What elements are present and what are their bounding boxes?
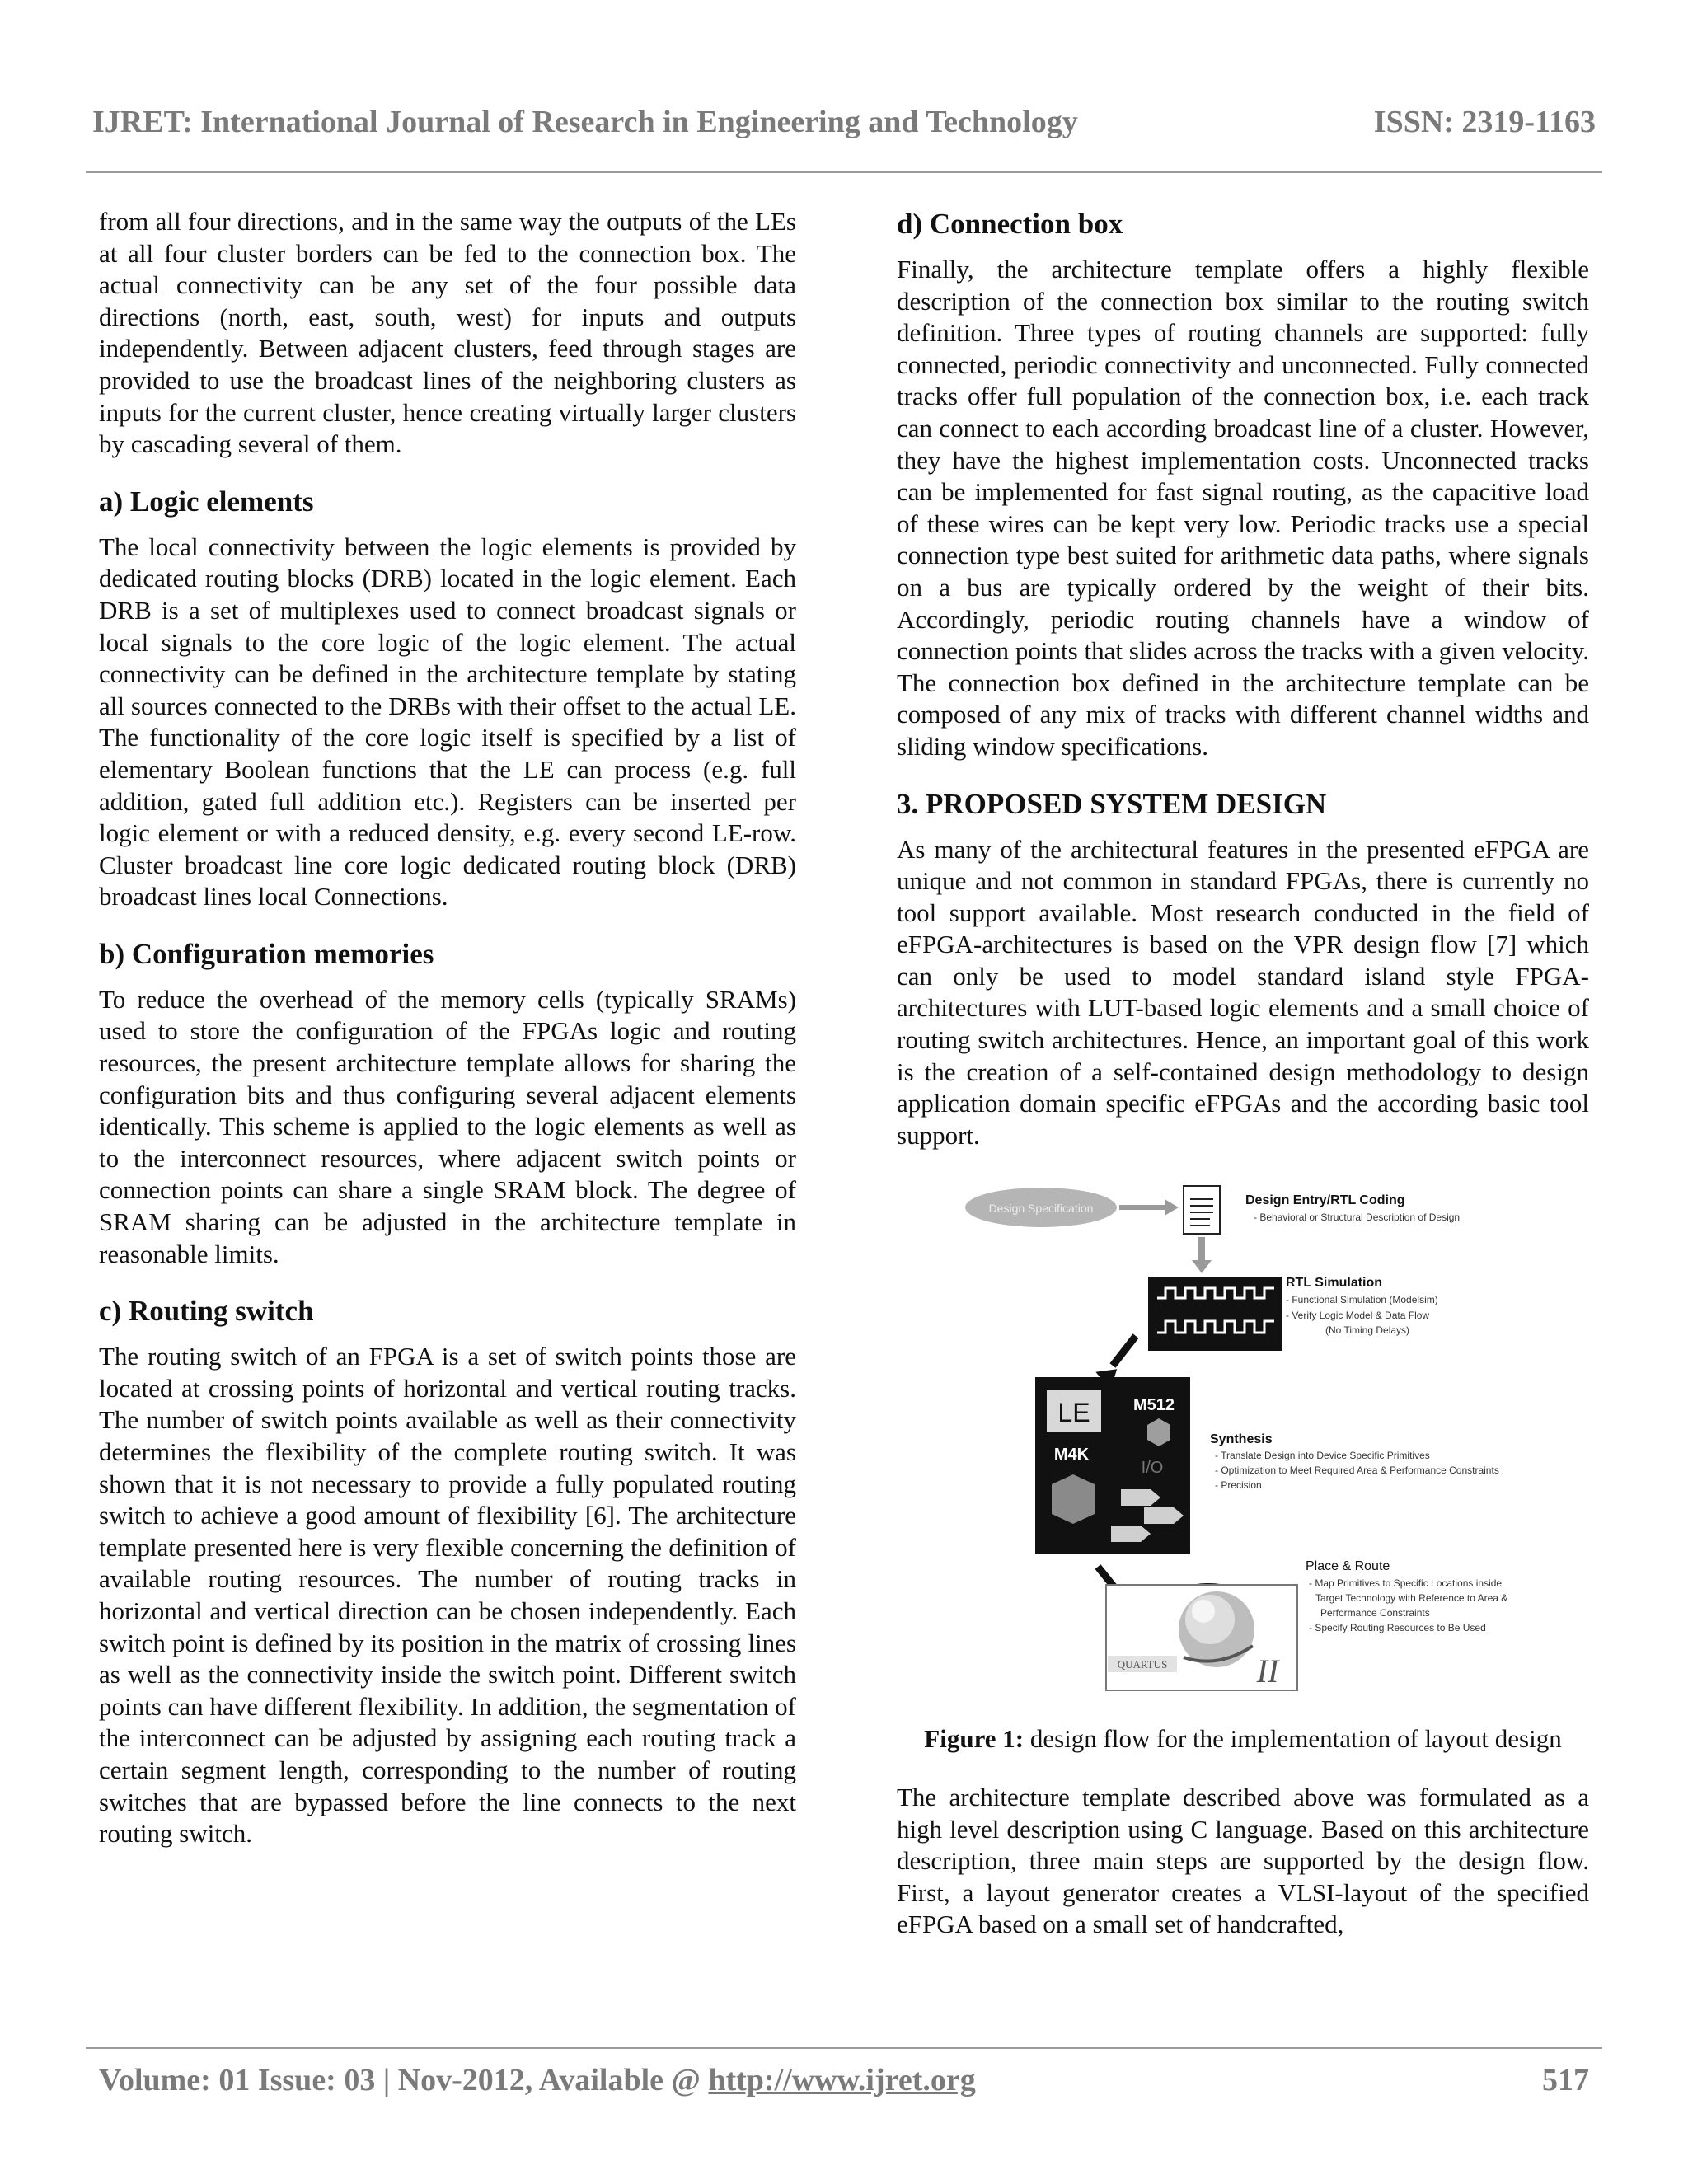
- device-block: [1035, 1377, 1190, 1554]
- intro-paragraph: from all four directions, and in the same way the outputs of the LEs at all four cluster borders can be fed to the connection box. The actual connectivity can be any set of the four possible data directions (north, east, south, west) for inputs and outputs independently. Between adjacent clusters, feed through stages are provided to use the broadcast lines of the neighboring clusters as inputs for the current cluster, hence creating virtually larger clusters by cascading several of them.: [99, 207, 796, 459]
- section-3-paragraph: As many of the architectural features in the presented eFPGA are unique and not common in standard FPGAs, there is currently no tool support available. Most research conducted in the field of eFPGA-architectures is based on the VPR design flow [7] which can only be used to model standard island style FPGA-architectures with LUT-based logic elements and a small choice of routing switch architectures. Hence, an important goal of this work is the creation of a self-contained design methodology to design application domain specific eFPGAs and the according basic tool support.: [897, 834, 1589, 1150]
- footer-volume-text: Volume: 01 Issue: 03 | Nov-2012, Available @: [99, 2063, 709, 2097]
- pr-line-4: - Specify Routing Resources to Be Used: [1309, 1622, 1486, 1634]
- sim-arrow: [1113, 1336, 1136, 1366]
- sim-line-1: - Functional Simulation (Modelsim): [1286, 1294, 1438, 1306]
- syn-line-1: - Translate Design into Device Specific Primitives: [1215, 1450, 1430, 1462]
- sim-title: RTL Simulation: [1286, 1276, 1383, 1291]
- entry-line-1: - Behavioral or Structural Description of Design: [1254, 1212, 1461, 1224]
- page-number: 517: [1542, 2063, 1589, 2097]
- footer-volume: [99, 2062, 976, 2098]
- le-label: LE: [1057, 1398, 1090, 1428]
- footer-url-link[interactable]: http://www.ijret.org: [708, 2063, 976, 2097]
- caption-text: design flow for the implementation of layout design: [1024, 1724, 1562, 1754]
- spec-arrow-head: [1165, 1199, 1179, 1216]
- caption-label: Figure 1:: [924, 1724, 1025, 1754]
- pr-title: Place & Route: [1306, 1559, 1390, 1574]
- section-d-paragraph: Finally, the architecture template offers a highly flexible description of the connection box similar to the routing switch definition. Three types of routing channels are supported: fully connected, periodic connectivity and unconnected. Fully connected tracks offer full population of the connection box, i.e. each track can connect to each according broadcast line of a cluster. However, they have the highest implementation costs. Unconnected tracks can be implemented for fast signal routing, as the capacitive load of these wires can be kept very low. Periodic tracks use a special connection type best suited for arithmetic data paths, where signals on a bus are typically ordered by the weight of their bits. Accordingly, periodic routing channels have a window of connection points that slides across the tracks with a given velocity. The connection box defined in the architecture template can be composed of any mix of tracks with different channel widths and sliding window specifications.: [897, 255, 1589, 761]
- syn-title: Synthesis: [1210, 1432, 1273, 1447]
- page-header: [92, 97, 1596, 147]
- section-a-heading: a) Logic elements: [99, 485, 314, 518]
- syn-line-3: - Precision: [1215, 1479, 1262, 1492]
- section-b-heading: b) Configuration memories: [99, 937, 434, 970]
- section-d-heading: d) Connection box: [897, 208, 1123, 240]
- sim-line-3: (No Timing Delays): [1325, 1324, 1410, 1337]
- pr-line-3: Performance Constraints: [1320, 1607, 1430, 1619]
- after-figure-paragraph: The architecture template described above was formulated as a high level description using C language. Based on this architecture description, three main steps are supported by the design flow. First, a layout generator creates a VLSI-layout of the specified eFPGA based on a small set of handcrafted,: [897, 1783, 1589, 1939]
- m512-label: M512: [1132, 1396, 1175, 1415]
- section-a-paragraph: The local connectivity between the logic elements is provided by dedicated routing blocks (DRB) located in the logic element. Each DRB is a set of multiplexes used to connect broadcast signals or local signals to the core logic of the logic element. The actual connectivity can be defined in the architecture template by stating all sources connected to the DRBs with their offset to the actual LE. The functionality of the core logic itself is specified by a list of elementary Boolean functions that the LE can process (e.g. full addition, gated full addition etc.). Registers can be inserted per logic element or with a reduced density, e.g. every second LE-row. Cluster broadcast line core logic dedicated routing block (DRB) broadcast lines local Connections.: [99, 532, 796, 912]
- header-rule: [86, 171, 1602, 173]
- section-c-heading: c) Routing switch: [99, 1295, 314, 1328]
- sim-line-2: - Verify Logic Model & Data Flow: [1286, 1310, 1430, 1322]
- quartus-logo: [1106, 1583, 1297, 1690]
- doc-arrow-head: [1192, 1260, 1212, 1273]
- design-spec-label: Design Specification: [988, 1202, 1094, 1216]
- entry-title: Design Entry/RTL Coding: [1245, 1193, 1405, 1208]
- issn: ISSN: 2319-1163: [1373, 105, 1596, 139]
- footer-rule: [86, 2047, 1602, 2049]
- section-b-paragraph: To reduce the overhead of the memory cells (typically SRAMs) used to store the configuration of the FPGAs logic and routing resources, the present architecture template allows for sharing the configuration bits and thus configuring several adjacent elements identically. This scheme is applied to the logic elements as well as to the interconnect resources, where adjacent switch points or connection points can share a single SRAM block. The degree of SRAM sharing can be adjusted in the architecture template in reasonable limits.: [99, 984, 796, 1268]
- design-flow-figure: [963, 1174, 1589, 1702]
- waveform-icon: [1148, 1277, 1282, 1351]
- pr-line-1: - Map Primitives to Specific Locations inside: [1309, 1577, 1503, 1590]
- quartus-label: QUARTUS: [1117, 1658, 1168, 1671]
- journal-title: IJRET: International Journal of Research in Engineering and Technology: [92, 105, 1078, 139]
- io-label: I/O: [1141, 1459, 1164, 1478]
- syn-line-2: - Optimization to Meet Required Area & Performance Constraints: [1215, 1465, 1499, 1477]
- right-column: [897, 206, 1589, 1941]
- m4k-label: M4K: [1053, 1446, 1090, 1465]
- section-c-paragraph: The routing switch of an FPGA is a set of switch points those are located at crossing points of horizontal and vertical routing tracks. The number of switch points available as well as their connectivity determines the flexibility of the complete routing switch. It was shown that it is not necessary to provide a fully populated routing switch to achieve a good amount of flexibility [6]. The architecture template presented here is very flexible concerning the definition of available routing resources. The number of routing tracks in horizontal and vertical direction can be chosen independently. Each switch point is defined by its position in the matrix of crossing lines as well as the connectivity inside the switch point. Different switch points can have different flexibility. In addition, the segmentation of the interconnect can be adjusted by assigning each routing track a certain segment length, corresponding to the number of routing switches that are bypassed before the line connects to the next routing switch.: [99, 1342, 796, 1849]
- section-3-heading: 3. PROPOSED SYSTEM DESIGN: [897, 787, 1327, 820]
- document-icon: [1184, 1186, 1220, 1234]
- left-column: [99, 206, 796, 1850]
- pr-line-2: Target Technology with Reference to Area &: [1315, 1592, 1508, 1605]
- quartus-ii-label: II: [1256, 1652, 1279, 1690]
- page-footer: [99, 2057, 1589, 2103]
- figure-caption: [897, 1723, 1589, 1755]
